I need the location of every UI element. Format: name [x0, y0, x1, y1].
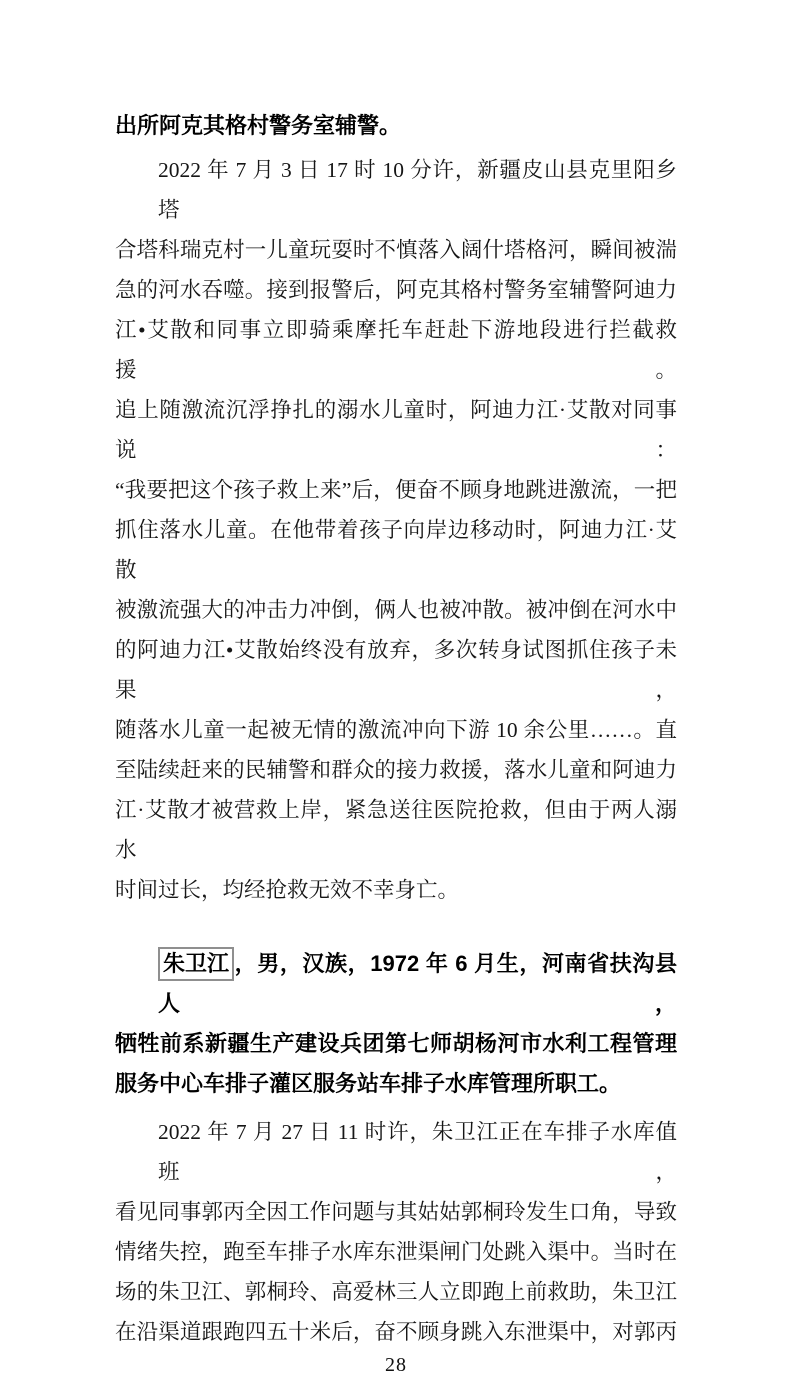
text-line: 时间过长，均经抢救无效不幸身亡。	[115, 878, 460, 902]
text-line: 随落水儿童一起被无情的激流冲向下游 10 余公里……。直	[115, 718, 677, 742]
text-line: 被激流强大的冲击力冲倒，俩人也被冲散。被冲倒在河水中	[115, 598, 677, 622]
text-line: 急的河水吞噬。接到报警后，阿克其格村警务室辅警阿迪力	[115, 278, 677, 302]
text-line: 2022 年 7 月 27 日 11 时许，朱卫江正在车排子水库值班，	[158, 1120, 677, 1184]
bio-line-rest: ，男，汉族，1972 年 6 月生，河南省扶沟县人，	[158, 951, 677, 1016]
text-line: 在沿渠道跟跑四五十米后，奋不顾身跳入东泄渠中，对郭丙	[115, 1320, 677, 1344]
text-line: 场的朱卫江、郭桐玲、高爱林三人立即跑上前救助，朱卫江	[115, 1280, 677, 1304]
text-line: 看见同事郭丙全因工作问题与其姑姑郭桐玲发生口角，导致	[115, 1200, 677, 1224]
bio-paragraph	[115, 944, 677, 1104]
text-line: 出所阿克其格村警务室辅警。	[115, 113, 402, 138]
highlighted-name-box: 朱卫江	[158, 947, 234, 981]
text-line: 江•艾散和同事立即骑乘摩托车赶赴下游地段进行拦截救援。	[115, 318, 677, 382]
text-line: 的阿迪力江•艾散始终没有放弃，多次转身试图抓住孩子未果，	[115, 638, 677, 702]
paragraph-continuation	[115, 106, 677, 146]
text-line: 至陆续赶来的民辅警和群众的接力救援，落水儿童和阿迪力	[115, 758, 677, 782]
text-line: 追上随激流沉浮挣扎的溺水儿童时，阿迪力江·艾散对同事说：	[115, 398, 677, 462]
bio-line: 服务中心车排子灌区服务站车排子水库管理所职工。	[115, 1071, 622, 1096]
text-line: 抓住落水儿童。在他带着孩子向岸边移动时，阿迪力江·艾散	[115, 518, 677, 582]
rescue-story-paragraph-2	[115, 1112, 677, 1352]
text-line: “我要把这个孩子救上来”后，便奋不顾身地跳进激流，一把	[115, 478, 677, 502]
page-number: 28	[385, 1354, 407, 1376]
text-line: 合塔科瑞克村一儿童玩耍时不慎落入阔什塔格河，瞬间被湍	[115, 238, 677, 262]
text-line: 江·艾散才被营救上岸，紧急送往医院抢救，但由于两人溺水	[115, 798, 677, 862]
rescue-story-paragraph-1	[115, 150, 677, 910]
text-line: 情绪失控，跑至车排子水库东泄渠闸门处跳入渠中。当时在	[115, 1240, 677, 1264]
text-line: 2022 年 7 月 3 日 17 时 10 分许，新疆皮山县克里阳乡塔	[158, 158, 677, 222]
bio-line	[115, 944, 677, 1024]
bio-line: 牺牲前系新疆生产建设兵团第七师胡杨河市水利工程管理	[115, 1031, 677, 1056]
